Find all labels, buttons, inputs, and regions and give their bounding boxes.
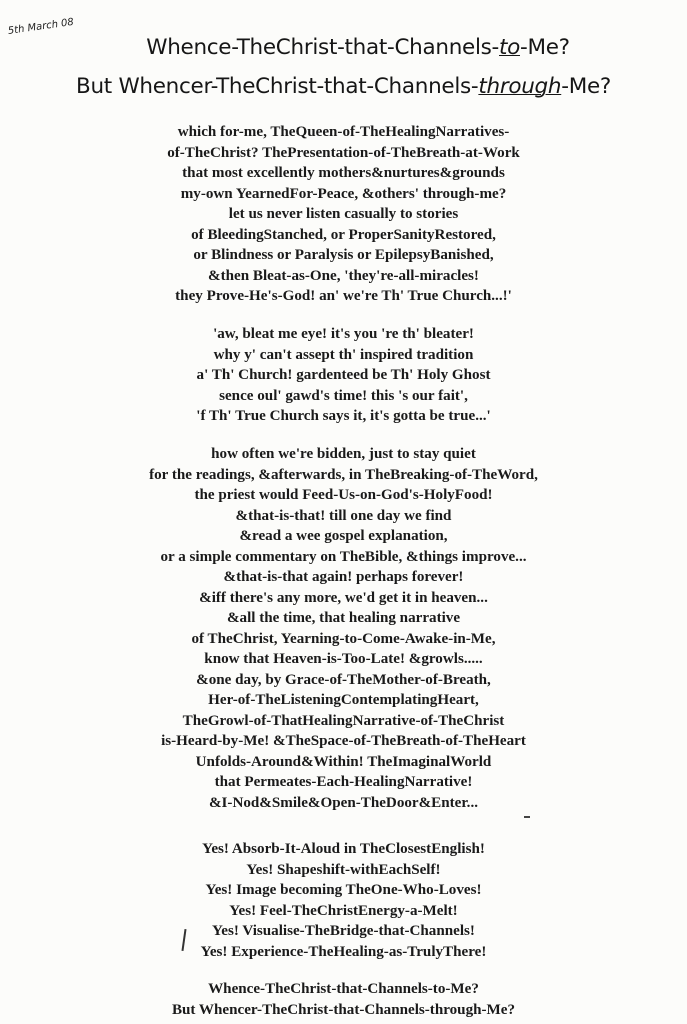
poem-line: Yes! Image becoming TheOne-Who-Loves! — [205, 882, 482, 898]
stray-pen-mark — [524, 816, 530, 818]
title-line-2-emphasis: through — [478, 74, 562, 99]
poem-line: a' Th' Church! gardenteed be Th' Holy Ghost — [196, 367, 491, 383]
poem-line: of-TheChrist? ThePresentation-of-TheBreath-at-Work — [167, 144, 520, 161]
closing-couplet — [0, 979, 687, 1020]
poem-line: 'f Th' True Church says it, it's gotta be true...' — [196, 408, 491, 424]
poem-line: &one day, by Grace-of-TheMother-of-Breath, — [196, 671, 491, 688]
title-line-1 — [48, 35, 668, 60]
poem-line: Yes! Experience-TheHealing-as-TrulyThere! — [200, 943, 487, 960]
poem-line: Yes! Shapeshift-withEachSelf! — [246, 861, 441, 878]
poem-line: &all the time, that healing narrative — [226, 610, 461, 626]
poem-line: Her-of-TheListeningContemplatingHeart, — [208, 692, 479, 708]
poem-line: how often we're bidden, just to stay quiet — [211, 446, 476, 462]
poem-line: they Prove-He's-God! an' we're Th' True Church...!' — [175, 288, 512, 304]
title-line-2 — [0, 74, 687, 99]
poem-line: &iff there's any more, we'd get it in heaven... — [199, 589, 488, 606]
poem-line: that most excellently mothers&nurtures&grounds — [182, 165, 505, 181]
poem-line: Yes! Feel-TheChristEnergy-a-Melt! — [229, 902, 458, 919]
poem-line: that Permeates-Each-HealingNarrative! — [214, 774, 473, 790]
poem-line: the priest would Feed-Us-on-God's-HolyFood! — [194, 487, 493, 503]
poem-line: &that-is-that! till one day we find — [235, 507, 452, 524]
poem-line: sence oul' gawd's time! this 's our fait', — [219, 387, 468, 404]
title-line-1-start: Whence-TheChrist-that-Channels- — [146, 35, 499, 60]
poem-line: Unfolds-Around&Within! TheImaginalWorld — [195, 753, 492, 770]
poem-line: or Blindness or Paralysis or EpilepsyBanished, — [193, 247, 494, 263]
poem-line: Yes! Absorb-It-Aloud in TheClosestEnglish! — [202, 841, 485, 857]
title-line-1-end: -Me? — [519, 35, 570, 60]
poem-line: But Whencer-TheChrist-that-Channels-through-Me? — [171, 1001, 516, 1018]
poem-line: TheGrowl-of-ThatHealingNarrative-of-TheChrist — [182, 712, 505, 729]
poem-line: &that-is-that again! perhaps forever! — [223, 569, 464, 585]
stanza-2 — [0, 324, 687, 427]
poem-line: Whence-TheChrist-that-Channels-to-Me? — [208, 981, 479, 997]
poem-line: &I-Nod&Smile&Open-TheDoor&Enter... — [208, 794, 479, 811]
poem-line: is-Heard-by-Me! &TheSpace-of-TheBreath-of-TheHeart — [161, 733, 526, 749]
stanza-4 — [0, 839, 687, 962]
poem-line: or a simple commentary on TheBible, &things improve... — [160, 548, 527, 565]
handwritten-date: 5th March 08 — [7, 16, 75, 37]
poem-line: for the readings, &afterwards, in TheBreaking-of-TheWord, — [149, 466, 538, 483]
stanza-1 — [0, 122, 687, 307]
title-line-2-start: But Whencer-TheChrist-that-Channels- — [76, 74, 479, 99]
title-line-1-emphasis: to — [499, 35, 520, 60]
poem-line: of BleedingStanched, or ProperSanityRestored, — [191, 226, 496, 243]
poem-line: &read a wee gospel explanation, — [239, 528, 448, 544]
poem-line: know that Heaven-is-Too-Late! &growls..... — [204, 651, 483, 667]
poem-line: &then Bleat-as-One, 'they're-all-miracles! — [208, 267, 479, 284]
poem-line: my-own YearnedFor-Peace, &others' through-me? — [180, 185, 507, 202]
title-line-2-end: -Me? — [561, 74, 611, 99]
poem-line: 'aw, bleat me eye! it's you 're th' bleater! — [213, 326, 474, 342]
poem-line: why y' can't assept th' inspired tradition — [213, 346, 474, 363]
stanza-3 — [0, 444, 687, 813]
poem-line: let us never listen casually to stories — [228, 206, 459, 222]
poem-line: of TheChrist, Yearning-to-Come-Awake-in-Me, — [191, 630, 496, 647]
poem-line: which for-me, TheQueen-of-TheHealingNarratives- — [177, 124, 510, 140]
poem-line: Yes! Visualise-TheBridge-that-Channels! — [212, 923, 475, 939]
